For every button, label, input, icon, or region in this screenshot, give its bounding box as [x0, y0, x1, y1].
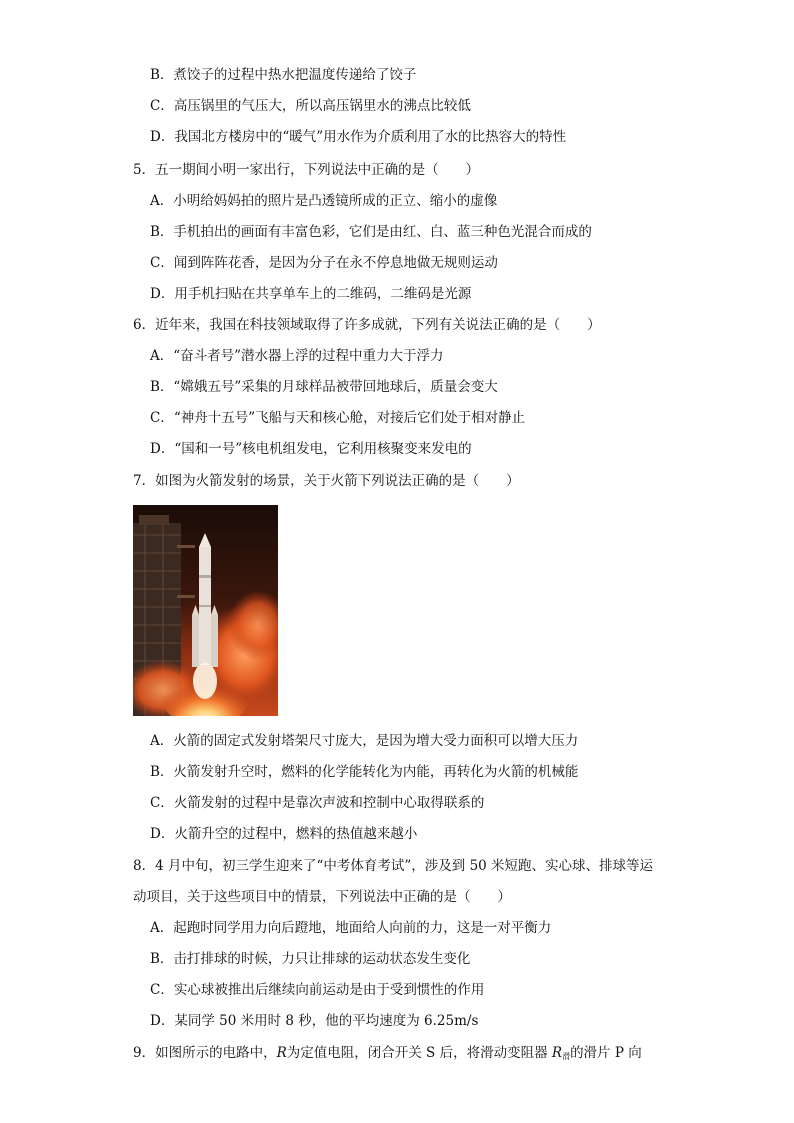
q8-option-c: C．实心球被推出后继续向前运动是由于受到惯性的作用	[150, 982, 485, 998]
q6-option-d: D．“国和一号”核电机组发电，它利用核聚变来发电的	[150, 441, 472, 457]
q8-option-d: D．某同学 50 米用时 8 秒，他的平均速度为 6.25m/s	[150, 1013, 479, 1029]
q9-text-part2: 为定值电阻，闭合开关 S 后，将滑动变阻器	[286, 1045, 552, 1061]
q5-option-b: B．手机拍出的画面有丰富色彩，它们是由红、白、蓝三种色光混合而成的	[150, 224, 592, 240]
q6-option-c: C．“神舟十五号”飞船与天和核心舱，对接后它们处于相对静止	[150, 410, 526, 426]
q5-stem: 5．五一期间小明一家出行，下列说法中正确的是（ ）	[133, 162, 480, 178]
q7-option-c: C．火箭发射的过程中是靠次声波和控制中心取得联系的	[150, 795, 485, 811]
q6-option-a: A．“奋斗者号”潜水器上浮的过程中重力大于浮力	[150, 348, 444, 364]
q7-option-b: B．火箭发射升空时，燃料的化学能转化为内能，再转化为火箭的机械能	[150, 764, 579, 780]
q7-option-d: D．火箭升空的过程中，燃料的热值越来越小	[150, 826, 418, 842]
q7-stem: 7．如图为火箭发射的场景，关于火箭下列说法正确的是（ ）	[133, 473, 520, 489]
q5-option-c: C．闻到阵阵花香，是因为分子在永不停息地做无规则运动	[150, 255, 498, 271]
q6-option-b: B．“嫦娥五号”采集的月球样品被带回地球后，质量会变大	[150, 379, 498, 395]
q5-option-d: D．用手机扫贴在共享单车上的二维码，二维码是光源	[150, 286, 472, 302]
rocket-launch-photo	[133, 505, 278, 716]
q9-resistor-r: R	[276, 1045, 287, 1061]
q8-option-a: A．起跑时同学用力向后蹬地，地面给人向前的力，这是一对平衡力	[150, 920, 552, 936]
q8-stem-line1: 8．4 月中旬，初三学生迎来了“中考体育考试”，涉及到 50 米短跑、实心球、排球等运	[133, 858, 654, 874]
q9-stem	[133, 1044, 642, 1066]
q9-text-part3: 的滑片 P 向	[570, 1045, 642, 1061]
q6-stem: 6．近年来，我国在科技领域取得了许多成就，下列有关说法正确的是（ ）	[133, 317, 601, 333]
q4-option-c: C．高压锅里的气压大，所以高压锅里水的沸点比较低	[150, 98, 471, 114]
q8-stem-line2: 动项目，关于这些项目中的情景，下列说法中正确的是（ ）	[133, 889, 511, 905]
q9-text-part1: 9．如图所示的电路中，	[133, 1045, 277, 1061]
q9-rheostat-subscript: 滑	[562, 1052, 571, 1061]
q5-option-a: A．小明给妈妈拍的照片是凸透镜所成的正立、缩小的虚像	[150, 193, 498, 209]
q8-option-b: B．击打排球的时候，力只让排球的运动状态发生变化	[150, 951, 471, 967]
q4-option-b: B．煮饺子的过程中热水把温度传递给了饺子	[150, 67, 417, 83]
q7-option-a: A．火箭的固定式发射塔架尺寸庞大，是因为增大受力面积可以增大压力	[150, 733, 579, 749]
q4-option-d: D．我国北方楼房中的“暖气”用水作为介质利用了水的比热容大的特性	[150, 129, 567, 145]
q9-rheostat-r: R	[551, 1045, 563, 1061]
